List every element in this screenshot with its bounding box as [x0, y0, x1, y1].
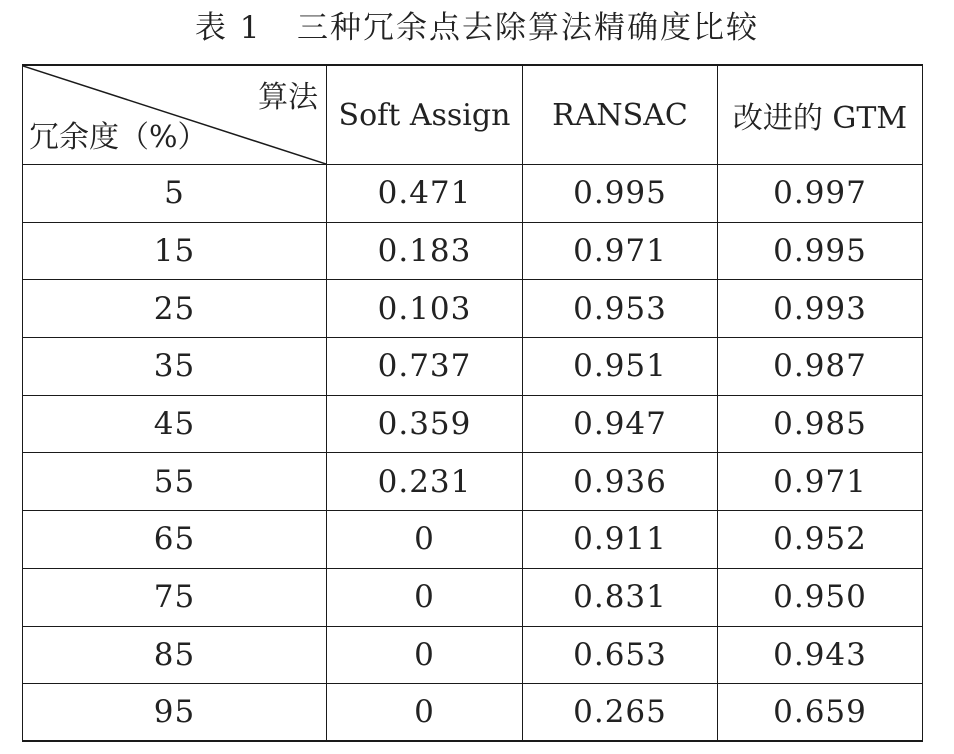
ransac-cell: 0.995	[523, 165, 718, 223]
redundancy-cell: 5	[23, 165, 327, 223]
redundancy-header-label: 冗余度（%）	[29, 120, 208, 155]
ransac-cell: 0.971	[523, 222, 718, 280]
soft-assign-cell: 0.359	[327, 395, 523, 453]
improved-gtm-cell: 0.943	[718, 626, 923, 684]
table-row	[23, 626, 923, 684]
soft-assign-cell: 0	[327, 511, 523, 569]
header-soft-assign: Soft Assign	[327, 65, 523, 165]
improved-gtm-cell: 0.997	[718, 165, 923, 223]
soft-assign-cell: 0.471	[327, 165, 523, 223]
redundancy-cell: 95	[23, 684, 327, 742]
ransac-cell: 0.911	[523, 511, 718, 569]
improved-gtm-cell: 0.993	[718, 280, 923, 338]
soft-assign-cell: 0	[327, 568, 523, 626]
improved-gtm-cell: 0.952	[718, 511, 923, 569]
redundancy-cell: 55	[23, 453, 327, 511]
table-row	[23, 338, 923, 396]
ransac-cell: 0.653	[523, 626, 718, 684]
soft-assign-cell: 0	[327, 684, 523, 742]
algorithm-header-label: 算法	[258, 80, 318, 115]
table-row	[23, 568, 923, 626]
table-row	[23, 684, 923, 742]
redundancy-cell: 65	[23, 511, 327, 569]
ransac-cell: 0.951	[523, 338, 718, 396]
table-row	[23, 222, 923, 280]
soft-assign-cell: 0.183	[327, 222, 523, 280]
table-row	[23, 280, 923, 338]
redundancy-cell: 45	[23, 395, 327, 453]
ransac-cell: 0.831	[523, 568, 718, 626]
improved-gtm-cell: 0.659	[718, 684, 923, 742]
diagonal-header-cell	[23, 65, 327, 165]
redundancy-cell: 15	[23, 222, 327, 280]
header-improved-gtm: 改进的 GTM	[718, 65, 923, 165]
redundancy-cell: 25	[23, 280, 327, 338]
improved-gtm-cell: 0.971	[718, 453, 923, 511]
header-row	[23, 65, 923, 165]
table-row	[23, 395, 923, 453]
soft-assign-cell: 0.737	[327, 338, 523, 396]
improved-gtm-cell: 0.995	[718, 222, 923, 280]
redundancy-cell: 35	[23, 338, 327, 396]
soft-assign-cell: 0	[327, 626, 523, 684]
table-row	[23, 165, 923, 223]
ransac-cell: 0.936	[523, 453, 718, 511]
soft-assign-cell: 0.231	[327, 453, 523, 511]
redundancy-cell: 85	[23, 626, 327, 684]
redundancy-cell: 75	[23, 568, 327, 626]
table-caption: 表 1 三种冗余点去除算法精确度比较	[194, 10, 760, 46]
table-row	[23, 453, 923, 511]
table-body	[23, 165, 923, 742]
improved-gtm-cell: 0.950	[718, 568, 923, 626]
ransac-cell: 0.953	[523, 280, 718, 338]
ransac-cell: 0.947	[523, 395, 718, 453]
ransac-cell: 0.265	[523, 684, 718, 742]
table-row	[23, 511, 923, 569]
header-ransac: RANSAC	[523, 65, 718, 165]
soft-assign-cell: 0.103	[327, 280, 523, 338]
improved-gtm-cell: 0.987	[718, 338, 923, 396]
improved-gtm-cell: 0.985	[718, 395, 923, 453]
accuracy-comparison-table	[22, 64, 923, 742]
